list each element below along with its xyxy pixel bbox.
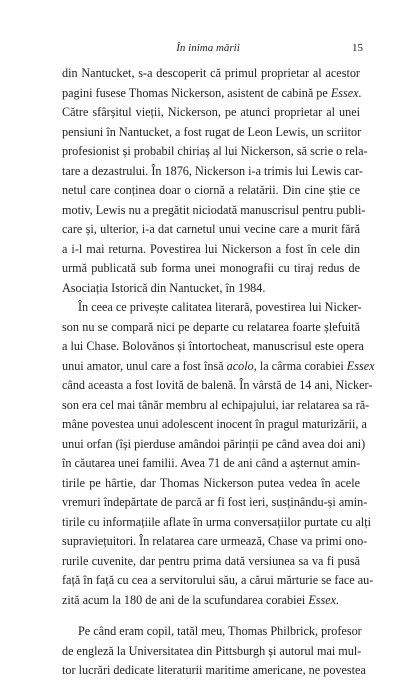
text-line: când aceasta a fost lovită de balenă. În vârstă de 14 ani, Nicker- — [62, 378, 373, 392]
italic-word: acolo, — [226, 358, 257, 373]
text-line: profesionist și probabil chiriaș al lui Nickerson, să scrie o rela- — [62, 144, 368, 158]
text-line: netul care conținea doar o ciornă a relatării. Din cine știe ce — [62, 183, 360, 197]
text-line: față în față cu cea a servitorului său, a cărui mărturie se face au- — [62, 573, 374, 587]
text-line: son nu se compară nici pe departe cu relatarea foarte șlefuită — [62, 319, 360, 334]
running-head — [0, 42, 416, 58]
text-line: tor lucrări dedicate literaturii maritime americane, ne povestea — [62, 663, 366, 677]
text-line: motiv, Lewis nu a pregătit niciodată manuscrisul pentru publi- — [62, 202, 366, 217]
text-line: pagini fusese Thomas Nickerson, asistent de cabină pe Essex. — [62, 85, 362, 100]
text-line: Către sfârșitul vieții, Nickerson, pe atunci proprietar al unei — [62, 105, 360, 119]
text-line: a lui Chase. Bolovănos și întortocheat, manuscrisul este opera — [62, 339, 364, 353]
text-line: a i-l mai returna. Povestirea lui Nickerson a fost în cele din — [62, 241, 360, 256]
text-line: Pe când eram copil, tatăl meu, Thomas Philbrick, profesor — [78, 624, 362, 638]
paragraph-3 — [62, 622, 366, 681]
page-number: 15 — [352, 42, 363, 54]
text-line: rurile cuvenite, dar pentru prima dată versiunea sa va fi pusă — [62, 553, 360, 568]
text-line: tare a dezastrului. În 1876, Nickerson i-a trimis lui Lewis car- — [62, 163, 363, 178]
text-line: Asociația Istorică din Nantucket, în 1984. — [62, 280, 266, 295]
text-line: supraviețuitori. În relatarea care urmează, Chase va primi ono- — [62, 534, 368, 548]
text-line: urmă publicată sub forma unei monografii cu tiraj redus de — [62, 261, 360, 275]
italic-word: Essex. — [308, 592, 340, 607]
text-line: din Nantucket, s-a descoperit că primul proprietar al acestor — [62, 66, 360, 80]
text-line: tirile cu informațiile aflate în urma conversațiilor purtate cu alți — [62, 514, 371, 529]
text-line: În ceea ce privește calitatea literară, povestirea lui Nicker- — [78, 300, 362, 314]
running-title: În inima mării — [176, 42, 240, 54]
text-line: mâne povestea unui adolescent inocent în pragul maturizării, a — [62, 417, 367, 431]
text-line: unui amator, unul care a fost însă acolo, la cârma corabiei Essex — [62, 358, 375, 373]
text-line: tirile pe hârtie, dar Thomas Nickerson putea vedea în acele — [62, 475, 360, 490]
text-line: care și, ulterior, i-a dat carnetul unui vecine care a murit fără — [62, 222, 360, 236]
paragraph-gap — [62, 610, 360, 622]
paragraph-2 — [62, 298, 375, 610]
italic-word: Essex — [346, 358, 375, 373]
text-line: în căutarea unei familii. Avea 71 de ani când a așternut amin- — [62, 456, 361, 470]
text-line: de engleză la Universitatea din Pittsburgh și autorul mai mul- — [62, 643, 362, 658]
text-line: unui orfan (își pierduse amândoi părinții pe când avea doi ani) — [62, 436, 366, 451]
text-line: son era cel mai tânăr membru al echipajului, iar relatarea sa ră- — [62, 397, 370, 412]
italic-word: Essex. — [330, 85, 362, 100]
body-text — [62, 64, 375, 681]
text-line: pensiuni în Nantucket, a fost rugat de Leon Lewis, un scriitor — [62, 124, 362, 139]
paragraph-1 — [62, 64, 368, 298]
text-line: vremuri îndepărtate de parcă ar fi fost ieri, susținându-și amin- — [62, 495, 368, 509]
text-line: zită acum la 180 de ani de la scufundarea corabiei Essex. — [62, 592, 340, 607]
